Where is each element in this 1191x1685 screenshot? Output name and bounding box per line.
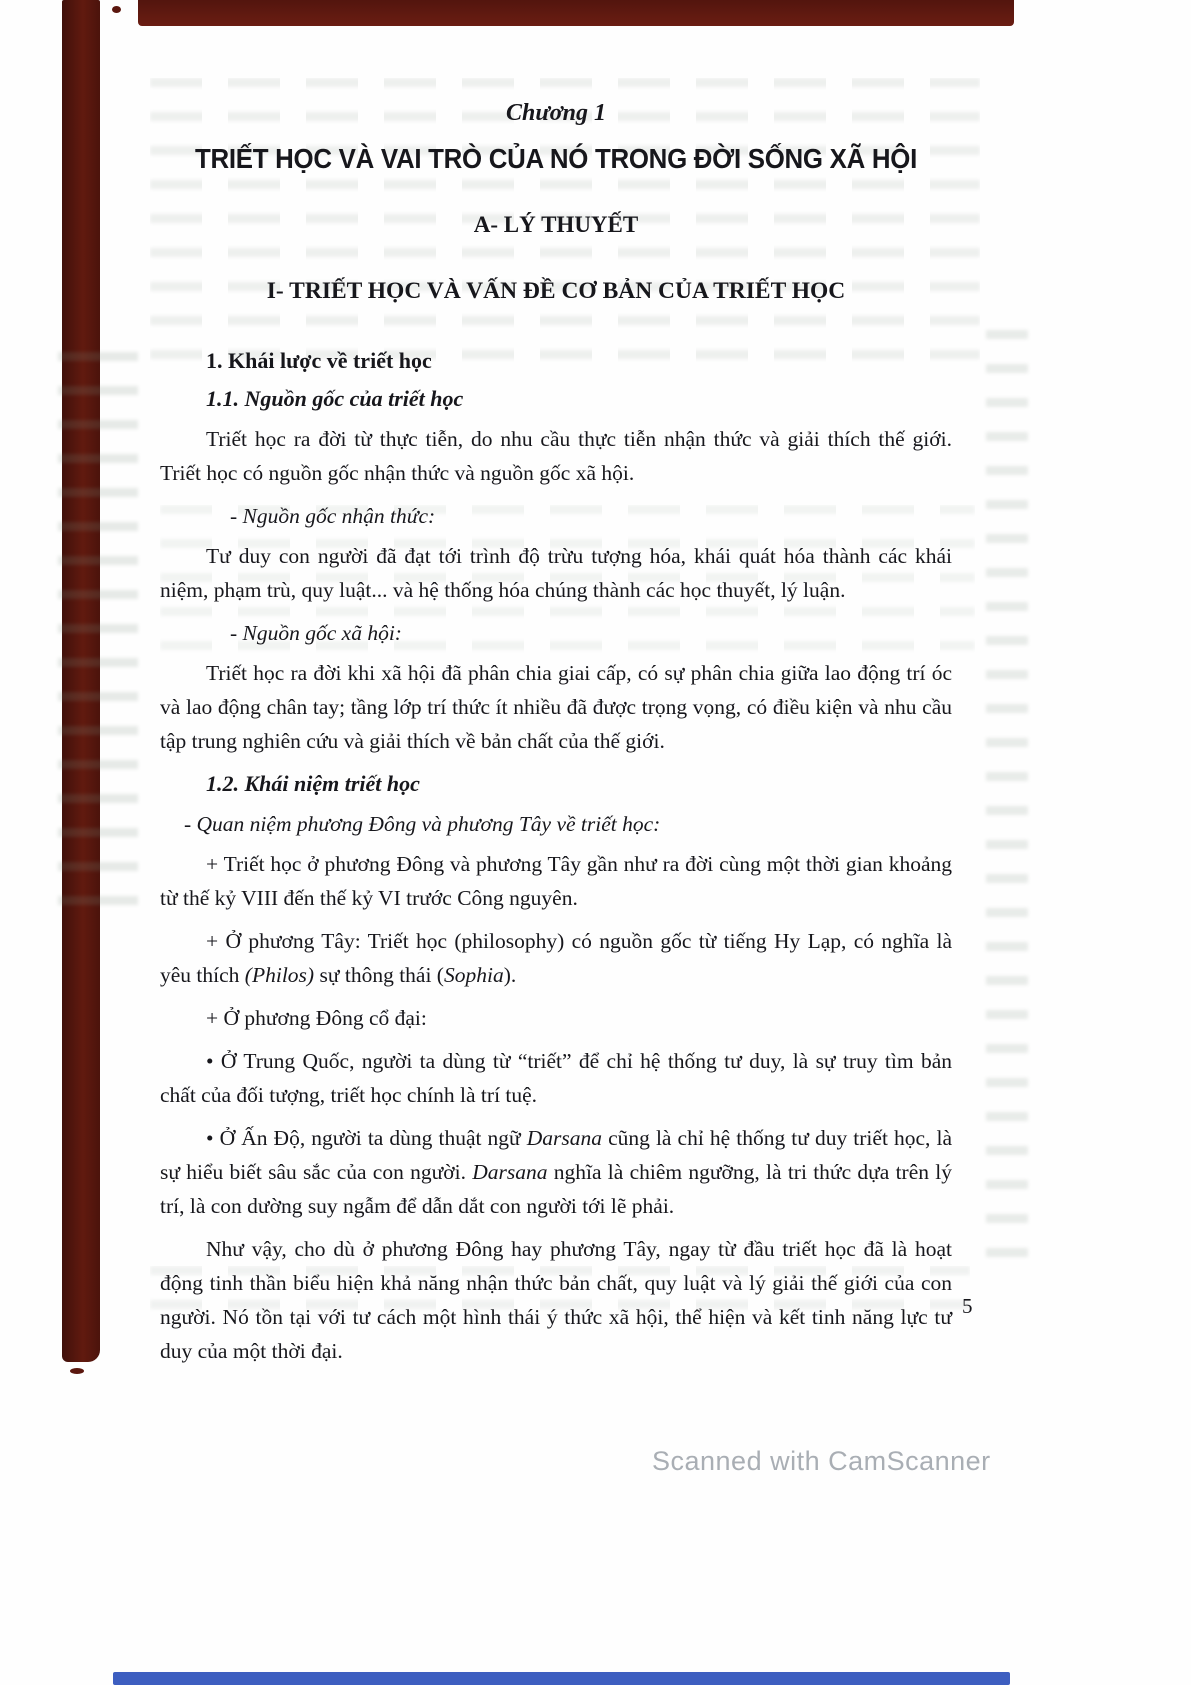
paragraph-conclusion: Như vậy, cho dù ở phương Đông hay phương Tây, ngay từ đầu triết học đã là hoạt động tinh thần biểu hiện khả năng nhận thức bản chất, quy luật và lý giải thế giới của con người. Nó tồn tại với tư cách một hình thái ý thức xã hội, thể hiện và kết tinh năng lực tư duy của một thời đại. (160, 1237, 952, 1363)
paragraph-bullet-india (160, 1121, 952, 1223)
paragraph-xa-hoi: Triết học ra đời khi xã hội đã phân chia giai cấp, có sự phân chia giữa lao động trí óc và lao động chân tay; tầng lớp trí thức ít nhiều đã được trọng vọng, có điều kiện và nhu cầu tập trung nghiên cứu và giải thích về bản chất của thế giới. (160, 661, 952, 753)
paragraph-plus-west (160, 924, 952, 992)
section-heading-i: I- TRIẾT HỌC VÀ VẤN ĐỀ CƠ BẢN CỦA TRIẾT HỌC (266, 278, 846, 304)
chapter-title: TRIẾT HỌC VÀ VAI TRÒ CỦA NÓ TRONG ĐỜI SỐNG XÃ HỘI (194, 143, 918, 174)
text-run: nghĩa là chiêm ngưỡng, là tri thức dựa trên lý trí, là con dường suy ngẫm để dẫn dắt con người tới lẽ phải. (160, 1160, 952, 1218)
page-number: 5 (962, 1294, 973, 1318)
dash-item-quan-niem: - Quan niệm phương Đông và phương Tây về triết học: (184, 812, 661, 836)
text-run-italic: Darsana (472, 1160, 548, 1184)
section-heading-a: A- LÝ THUYẾT (473, 212, 639, 237)
text-run: sự thông thái ( (314, 963, 444, 987)
bleedthrough-artifact (986, 330, 1028, 1270)
scan-edge-top-bar (138, 0, 1014, 26)
text-run: • Ở Ấn Độ, người ta dùng thuật ngữ (206, 1126, 527, 1150)
text-run: cũng là chỉ hệ thống tư duy triết học, là sự hiểu biết sâu sắc của con người. (160, 1126, 952, 1184)
chapter-label: Chương 1 (506, 100, 606, 126)
heading-1-1: 1.1. Nguồn gốc của triết học (206, 386, 464, 411)
paragraph-bullet-china: • Ở Trung Quốc, người ta dùng từ “triết” để chỉ hệ thống tư duy, là sự truy tìm bản chất của đối tượng, triết học chính là trí tuệ. (160, 1049, 952, 1107)
text-run-italic: Darsana (526, 1126, 603, 1150)
text-run: + Ở phương Tây: Triết học (philosophy) có nguồn gốc từ tiếng Hy Lạp, có nghĩa là yêu thích (160, 929, 952, 987)
text-run-italic: (Philos) (244, 963, 315, 987)
paragraph-plus-1: + Triết học ở phương Đông và phương Tây gần như ra đời cùng một thời gian khoảng từ thế kỷ VIII đến thế kỷ VI trước Công nguyên. (160, 852, 952, 910)
paragraph-nhan-thuc: Tư duy con người đã đạt tới trình độ trừu tượng hóa, khái quát hóa thành các khái niệm, phạm trù, quy luật... và hệ thống hóa chúng thành các học thuyết, lý luận. (160, 544, 952, 602)
paragraph-plus-east: + Ở phương Đông cổ đại: (206, 1006, 427, 1030)
scan-speck (112, 6, 121, 13)
scan-edge-left-bar (62, 0, 100, 1362)
text-run-italic: Sophia (443, 963, 504, 987)
camscanner-watermark: Scanned with CamScanner (652, 1446, 991, 1476)
scan-edge-bottom-blue-bar (113, 1672, 1010, 1685)
heading-1: 1. Khái lược về triết học (206, 348, 432, 373)
scan-speck (70, 1368, 84, 1374)
paragraph-origin: Triết học ra đời từ thực tiễn, do nhu cầu thực tiễn nhận thức và giải thích thế giới. Triết học có nguồn gốc nhận thức và nguồn gốc xã hội. (160, 427, 952, 485)
page-content (160, 96, 952, 1377)
heading-1-2: 1.2. Khái niệm triết học (206, 771, 420, 796)
dash-item-nhan-thuc: - Nguồn gốc nhận thức: (230, 504, 436, 528)
text-run: ). (503, 963, 517, 987)
dash-item-xa-hoi: - Nguồn gốc xã hội: (230, 621, 402, 645)
